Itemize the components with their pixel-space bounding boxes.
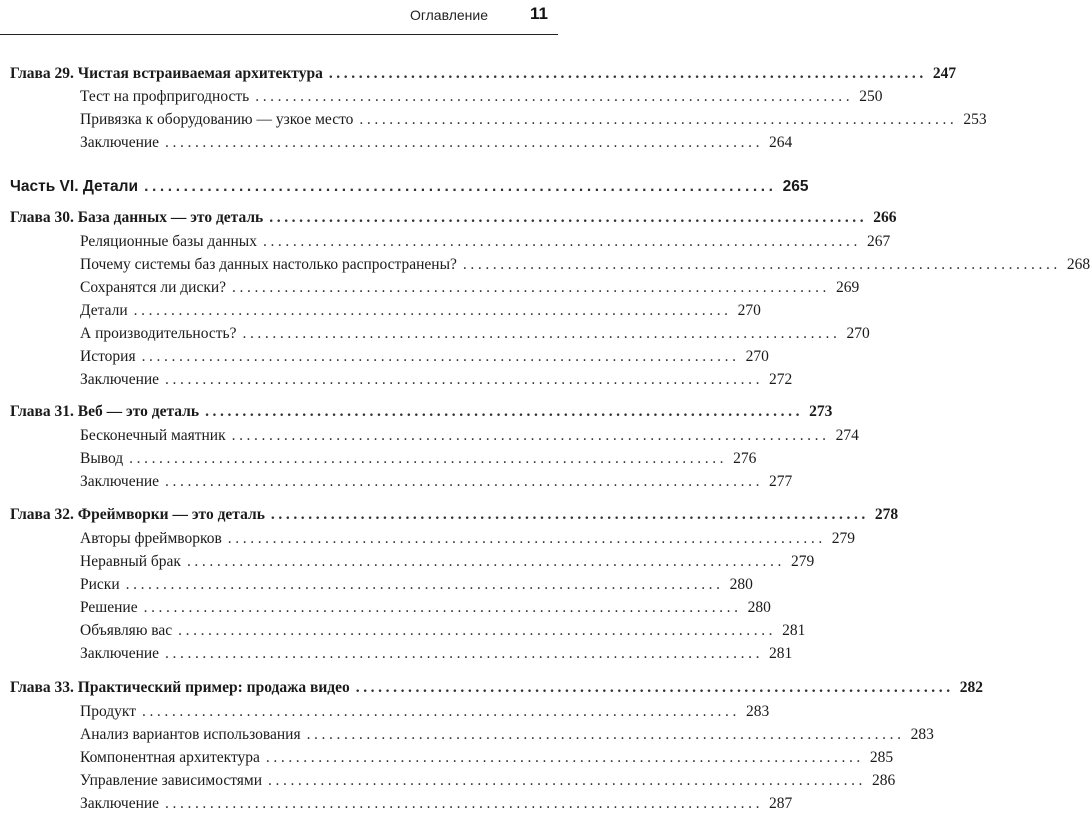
toc-entry-title: Привязка к оборудованию — узкое место <box>80 111 354 128</box>
toc-entry-title: Заключение <box>80 134 160 151</box>
toc-entry-page: 270 <box>846 325 870 342</box>
toc-entry-page: 272 <box>769 371 793 388</box>
dot-leader: ................................................................................ <box>268 772 867 789</box>
toc-section-entry[interactable] <box>0 574 753 596</box>
toc-entry-title: Глава 30. База данных — это деталь <box>10 209 264 226</box>
toc-part-entry[interactable] <box>0 176 809 198</box>
toc-entry-title: Объявляю вас <box>80 622 173 639</box>
toc-entry-title: Глава 32. Фреймворки — это деталь <box>10 506 265 523</box>
toc-entry-title: Продукт <box>80 703 136 720</box>
toc-entry-title: Глава 33. Практический пример: продажа видео <box>10 679 350 696</box>
dot-leader: ................................................................................ <box>141 348 740 365</box>
toc-entry-page: 264 <box>769 134 793 151</box>
toc-section-entry[interactable] <box>0 620 806 642</box>
dot-leader: ................................................................................ <box>359 111 958 128</box>
toc-entry-title: Почему системы баз данных настолько распространены? <box>80 256 457 273</box>
toc-entry-title: Компонентная архитектура <box>80 749 260 766</box>
toc-entry-page: 268 <box>1066 256 1090 273</box>
toc-section-entry[interactable] <box>0 724 934 746</box>
toc-entry-page: 283 <box>910 726 934 743</box>
dot-leader: ................................................................................ <box>178 622 777 639</box>
dot-leader: ................................................................................ <box>165 473 764 490</box>
toc-section-entry[interactable] <box>0 369 793 391</box>
toc-entry-page: 269 <box>836 279 860 296</box>
toc-entry-title: Заключение <box>80 645 160 662</box>
toc-section-entry[interactable] <box>0 425 859 447</box>
dot-leader: ................................................................................ <box>125 576 724 593</box>
dot-leader: ................................................................................ <box>270 506 869 523</box>
toc-entry-page: 253 <box>963 111 987 128</box>
toc-entry-page: 286 <box>872 772 896 789</box>
toc-entry-title: Тест на профпригодность <box>80 88 250 105</box>
dot-leader: ................................................................................ <box>255 88 854 105</box>
toc-section-entry[interactable] <box>0 448 757 470</box>
toc-section-entry[interactable] <box>0 701 770 723</box>
toc-chapter-entry[interactable] <box>0 401 833 423</box>
toc-entry-page: 265 <box>782 178 809 195</box>
toc-entry-title: Риски <box>80 576 120 593</box>
toc-section-entry[interactable] <box>0 300 761 322</box>
dot-leader: ................................................................................ <box>355 679 954 696</box>
toc-entry-page: 274 <box>835 427 859 444</box>
toc-entry-title: Бесконечный маятник <box>80 427 226 444</box>
dot-leader: ................................................................................ <box>328 65 927 82</box>
toc-entry-title: Детали <box>80 302 128 319</box>
toc-section-entry[interactable] <box>0 132 793 154</box>
toc-entry-page: 267 <box>866 233 891 250</box>
toc-entry-title: Глава 31. Веб — это деталь <box>10 403 200 420</box>
dot-leader: ................................................................................ <box>141 703 740 720</box>
dot-leader: ................................................................................ <box>462 256 1061 273</box>
toc-chapter-entry[interactable] <box>0 63 957 85</box>
dot-leader: ................................................................................ <box>232 279 831 296</box>
toc-entry-page: 270 <box>745 348 769 365</box>
toc-entry-page: 276 <box>733 450 757 467</box>
toc-entry-page: 247 <box>932 65 957 82</box>
toc-entry-title: Заключение <box>80 473 160 490</box>
toc-section-entry[interactable] <box>0 471 793 493</box>
dot-leader: ................................................................................ <box>262 233 861 250</box>
toc-section-entry[interactable] <box>0 109 987 131</box>
toc-entry-title: Глава 29. Чистая встраиваемая архитектура <box>10 65 323 82</box>
toc-entry-page: 250 <box>859 88 883 105</box>
toc-entry-page: 287 <box>769 795 793 812</box>
dot-leader: ................................................................................ <box>269 209 868 226</box>
toc-entry-page: 282 <box>959 679 983 696</box>
toc-entry-page: 277 <box>769 473 793 490</box>
dot-leader: ................................................................................ <box>143 599 742 616</box>
dot-leader: ................................................................................ <box>306 726 905 743</box>
toc-entry-title: Решение <box>80 599 138 616</box>
toc-section-entry[interactable] <box>0 231 891 253</box>
toc-entry-title: Управление зависимостями <box>80 772 263 789</box>
dot-leader: ................................................................................ <box>133 302 732 319</box>
toc-entry-title: Заключение <box>80 795 160 812</box>
toc-entry-page: 281 <box>769 645 793 662</box>
toc-entry-page: 285 <box>869 749 894 766</box>
toc-entry-page: 270 <box>737 302 761 319</box>
dot-leader: ................................................................................ <box>165 795 764 812</box>
toc-entry-title: Реляционные базы данных <box>80 233 257 250</box>
toc-chapter-entry[interactable] <box>0 504 899 526</box>
toc-entry-title: Анализ вариантов использования <box>80 726 301 743</box>
toc-section-entry[interactable] <box>0 254 1090 276</box>
dot-leader: ................................................................................ <box>205 403 804 420</box>
toc-section-entry[interactable] <box>0 747 894 769</box>
toc-entry-title: Авторы фреймворков <box>80 530 222 547</box>
dot-leader: ................................................................................ <box>165 134 764 151</box>
toc-section-entry[interactable] <box>0 277 860 299</box>
toc-entry-page: 278 <box>874 506 899 523</box>
toc-entry-page: 280 <box>747 599 771 616</box>
dot-leader: ................................................................................ <box>165 371 764 388</box>
toc-entry-page: 273 <box>809 403 833 420</box>
running-header-title: Оглавление <box>409 7 488 23</box>
toc-entry-page: 279 <box>831 530 856 547</box>
toc-entry-title: А производительность? <box>80 325 237 342</box>
toc-section-entry[interactable] <box>0 86 883 108</box>
dot-leader: ................................................................................ <box>227 530 826 547</box>
toc-entry-title: Сохранятся ли диски? <box>80 279 227 296</box>
toc-section-entry[interactable] <box>0 323 870 345</box>
toc-section-entry[interactable] <box>0 643 793 665</box>
toc-entry-page: 266 <box>873 209 897 226</box>
dot-leader: ................................................................................ <box>231 427 830 444</box>
page-number: 11 <box>530 4 548 23</box>
toc-section-entry[interactable] <box>0 597 771 619</box>
toc-section-entry[interactable] <box>0 551 815 573</box>
toc-section-entry[interactable] <box>0 528 856 550</box>
dot-leader: ................................................................................ <box>242 325 841 342</box>
toc-entry-page: 281 <box>782 622 806 639</box>
dot-leader: ................................................................................ <box>265 749 864 766</box>
toc-entry-title: Вывод <box>80 450 124 467</box>
dot-leader: ................................................................................ <box>165 645 764 662</box>
toc-section-entry[interactable] <box>0 770 896 792</box>
toc-chapter-entry[interactable] <box>0 677 983 699</box>
toc-entry-title: Неравный брак <box>80 553 181 570</box>
toc-section-entry[interactable] <box>0 346 769 368</box>
dot-leader: ................................................................................ <box>144 178 777 195</box>
toc-entry-page: 279 <box>790 553 815 570</box>
toc-entry-page: 280 <box>729 576 753 593</box>
dot-leader: ................................................................................ <box>186 553 785 570</box>
dot-leader: ................................................................................ <box>129 450 728 467</box>
toc-entry-title: Часть VI. Детали <box>10 178 139 195</box>
toc-entry-title: История <box>80 348 136 365</box>
toc-chapter-entry[interactable] <box>0 207 897 229</box>
toc-entry-title: Заключение <box>80 371 160 388</box>
toc-entry-page: 283 <box>745 703 770 720</box>
toc-section-entry[interactable] <box>0 793 793 815</box>
